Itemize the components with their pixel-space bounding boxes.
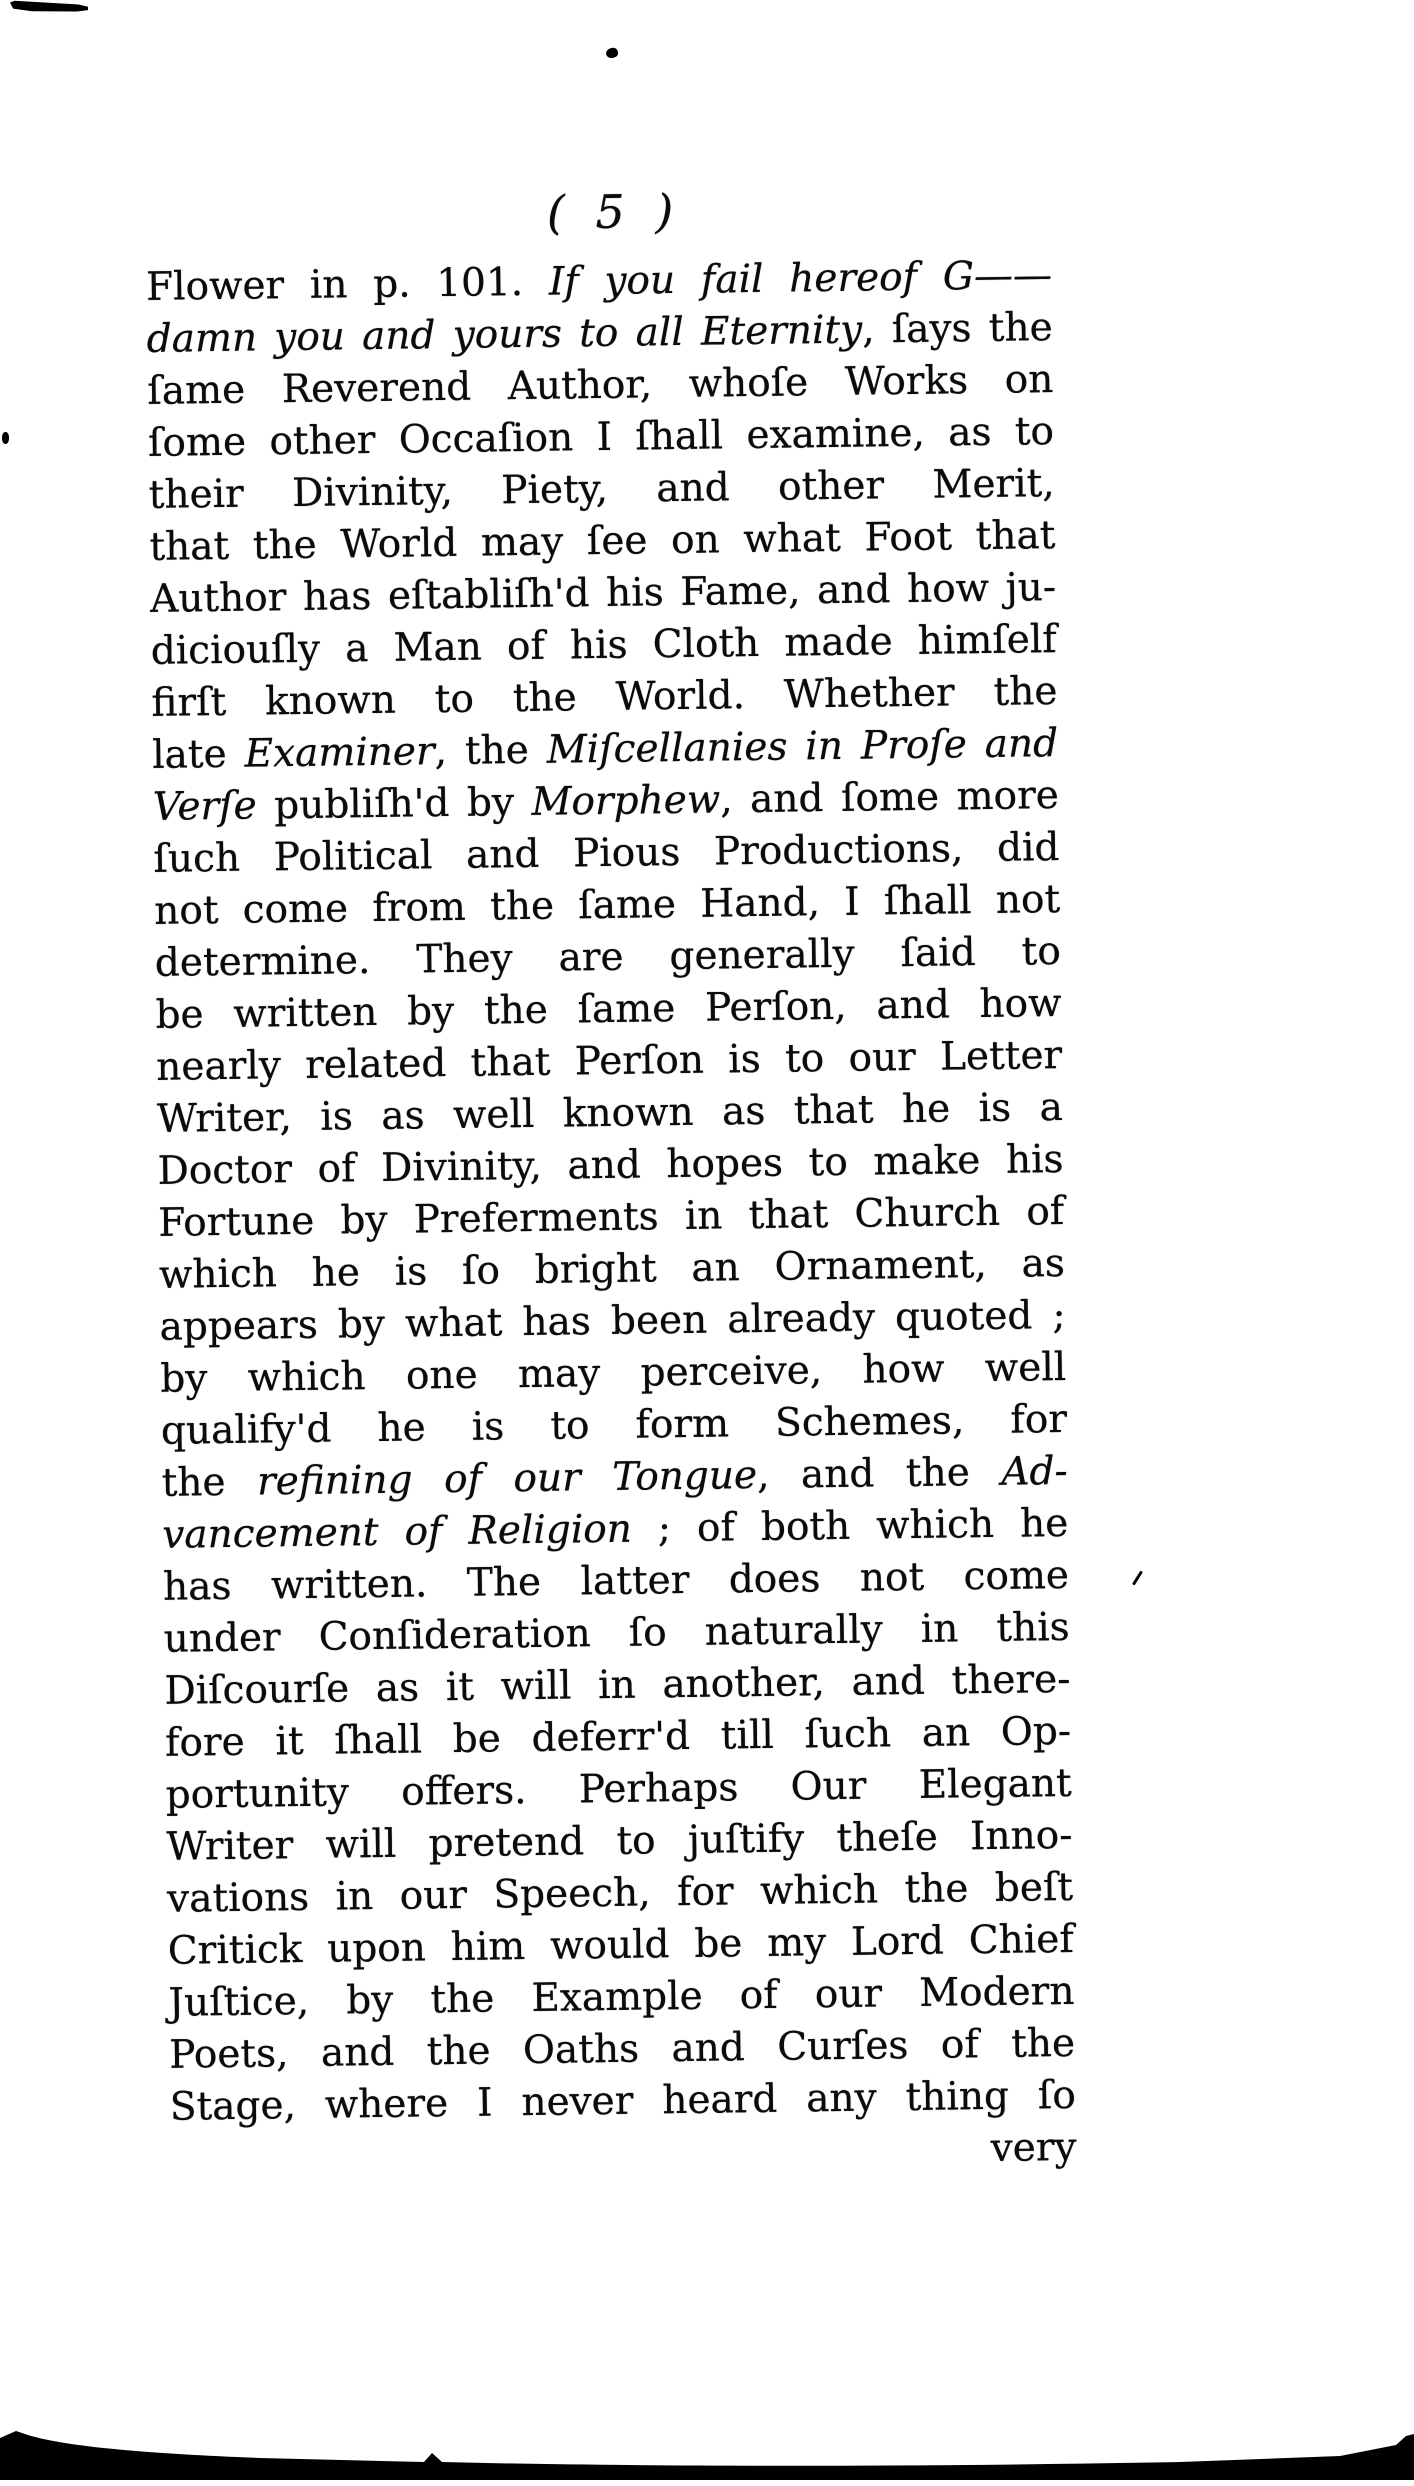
text-segment: Diſcourſe as it will in another, and there- xyxy=(164,1656,1071,1714)
text-segment: portunity offers. Perhaps Our Elegant xyxy=(165,1760,1072,1818)
text-segment: be written by the ſame Perſon, and how xyxy=(155,980,1062,1038)
text-column xyxy=(146,250,1077,2186)
text-segment: , and the xyxy=(756,1449,1002,1499)
text-segment: nearly related that Perſon is to our Letter xyxy=(155,1032,1063,1090)
italic-text-segment: Verſe xyxy=(152,783,257,830)
text-segment: , the xyxy=(434,727,548,775)
text-segment: ; of both which he xyxy=(631,1500,1069,1552)
text-segment: the xyxy=(161,1459,258,1506)
text-segment: under Conſideration ſo naturally in this xyxy=(163,1604,1070,1662)
text-segment: , ſays the xyxy=(861,305,1053,353)
italic-text-segment: If you fail hereof G—— xyxy=(548,253,1053,305)
text-segment: not come from the ſame Hand, I ſhall not xyxy=(153,876,1061,934)
page-number-header: ( 5 ) xyxy=(546,183,682,240)
text-segment: Author has eſtabliſh'd his Fame, and how ju- xyxy=(149,565,1057,622)
catchword: very xyxy=(990,2124,1077,2172)
text-segment: ſome other Occaſion I ſhall examine, as to xyxy=(147,409,1055,466)
text-segment: publiſh'd by xyxy=(256,779,532,829)
text-segment: Juſtice, by the Example of our Modern xyxy=(168,1968,1075,2026)
text-segment: their Divinity, Piety, and other Merit, xyxy=(148,461,1055,518)
text-segment: that the World may ſee on what Foot that xyxy=(149,513,1056,570)
ink-speck-left-margin xyxy=(2,432,9,444)
text-segment: vations in our Speech, for which the beſt xyxy=(166,1864,1074,1922)
italic-text-segment: Ad- xyxy=(1001,1448,1068,1495)
text-segment: Poets, and the Oaths and Curſes of the xyxy=(168,2020,1076,2078)
text-segment: Stage, where I never heard any thing ſo xyxy=(169,2072,1077,2130)
text-segment: ſame Reverend Author, whoſe Works on xyxy=(147,357,1054,414)
italic-text-segment: refining of our Tongue xyxy=(256,1453,758,1505)
text-segment: , and ſome more xyxy=(719,772,1060,823)
italic-text-segment: damn you and yours to all Eternity xyxy=(146,307,863,362)
text-segment: fore it ſhall be deferr'd till ſuch an Op- xyxy=(164,1708,1072,1766)
text-segment: Doctor of Divinity, and hopes to make his xyxy=(157,1136,1064,1194)
italic-text-segment: Miſcellanies in Proſe and xyxy=(546,721,1059,773)
text-segment: ſuch Political and Pious Productions, did xyxy=(153,824,1060,882)
text-segment: late xyxy=(151,731,245,778)
italic-text-segment: Morphew xyxy=(531,777,721,825)
italic-text-segment: vancement of Religion xyxy=(162,1506,633,1558)
text-segment: Fortune by Preferments in that Church of xyxy=(157,1188,1065,1246)
text-segment: Writer will pretend to juſtify theſe Inno- xyxy=(166,1812,1073,1870)
text-segment: which he is ſo bright an Ornament, as xyxy=(158,1240,1066,1298)
text-segment: appears by what has been already quoted ; xyxy=(159,1292,1066,1350)
text-segment: Writer, is as well known as that he is a xyxy=(156,1084,1064,1142)
text-segment: has written. The latter does not come xyxy=(162,1552,1070,1610)
text-segment: Flower in p. 101. xyxy=(145,259,550,310)
bottom-scan-edge xyxy=(0,2420,1414,2480)
text-segment: determine. They are generally ſaid to xyxy=(154,928,1062,986)
text-segment: firſt known to the World. Whether the xyxy=(151,669,1058,726)
text-segment: by which one may perceive, how well xyxy=(160,1344,1067,1402)
text-segment: Critick upon him would be my Lord Chief xyxy=(167,1916,1075,1974)
italic-text-segment: Examiner xyxy=(244,729,435,777)
text-segment: qualify'd he is to form Schemes, for xyxy=(160,1396,1068,1454)
text-segment: diciouſly a Man of his Cloth made himſelf xyxy=(150,617,1058,674)
